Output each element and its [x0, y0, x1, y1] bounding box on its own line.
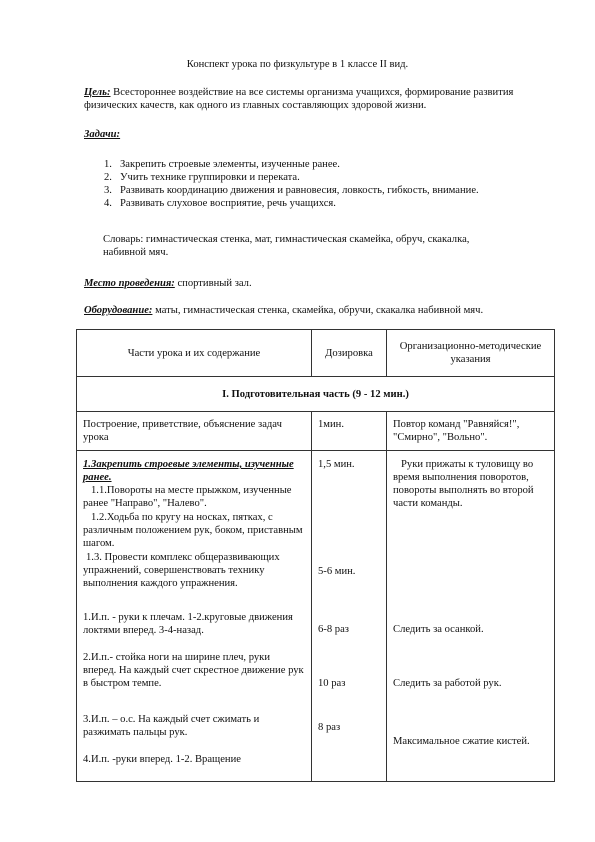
row2-note-1: Руки прижаты к туловищу во время выполнения поворотов, повороты выполнять во второй части команды.: [393, 459, 534, 509]
row2-note-4: Максимальное сжатие кистей.: [393, 736, 530, 747]
equipment-text: маты, гимнастическая стенка, скамейка, обручи, скакалка набивной мяч.: [152, 305, 484, 316]
list-item: [104, 158, 534, 171]
row2-dose-2: 5-6 мин.: [318, 566, 356, 577]
row2-content: [77, 451, 312, 782]
table-row: [77, 412, 555, 451]
table-row: [77, 451, 555, 782]
row2-dose-1: 1,5 мин.: [318, 459, 355, 470]
row2-note-2: Следить за осанкой.: [393, 624, 484, 635]
list-item-text: Закрепить строевые элементы, изученные ранее.: [120, 159, 340, 170]
goal-paragraph: [84, 86, 524, 112]
place-label: Место проведения:: [84, 278, 175, 289]
row2-para-2: 1.2.Ходьба по кругу на носках, пятках, с различным положением рук, боком, приставным шагом.: [83, 512, 303, 549]
row2-para-7: 4.И.п. -руки вперед. 1-2. Вращение: [83, 754, 241, 765]
list-item: [104, 171, 534, 184]
row1-dose: [312, 412, 387, 451]
row2-dose-3: 6-8 раз: [318, 624, 349, 635]
document-title: Конспект урока по физкультуре в 1 классе II вид.: [186, 59, 409, 70]
list-item-text: Учить технике группировки и переката.: [120, 172, 300, 183]
list-item-number: 4.: [104, 198, 112, 209]
row2-dose: [312, 451, 387, 782]
header-notes-text: Организационно-методические указания: [399, 341, 542, 365]
tasks-heading: [84, 128, 120, 141]
section-row: [77, 377, 555, 412]
header-content: Части урока и их содержание: [77, 330, 312, 377]
list-item-text: Развивать слуховое восприятие, речь учащихся.: [120, 198, 336, 209]
row2-notes: [387, 451, 555, 782]
equipment-label: Оборудование:: [84, 305, 153, 316]
table-header-row: [77, 330, 555, 377]
list-item-number: 3.: [104, 185, 112, 196]
row2-dose-4: 10 раз: [318, 678, 346, 689]
row1-notes: [387, 412, 555, 451]
row1-dose-text: 1мин.: [318, 419, 344, 430]
tasks-list: [104, 158, 534, 210]
section-title: I. Подготовительная часть (9 - 12 мин.): [77, 377, 555, 412]
equipment-paragraph: [84, 304, 554, 317]
lesson-table: [76, 329, 555, 782]
row2-para-6: 3.И.п. – о.с. На каждый счет сжимать и разжимать пальцы рук.: [83, 714, 260, 738]
header-notes: [387, 330, 555, 377]
row2-para-5: 2.И.п.- стойка ноги на ширине плеч, руки вперед. На каждый счет скрестное движение рук в быстром темпе.: [83, 652, 304, 689]
tasks-label: Задачи:: [84, 129, 121, 140]
list-item: [104, 184, 534, 197]
header-dose: Дозировка: [312, 330, 387, 377]
row1-content-text: Построение, приветствие, объяснение задач урока: [83, 419, 282, 443]
row2-para-1: 1.1.Повороты на месте прыжком, изученные ранее "Направо", "Налево".: [83, 485, 292, 509]
row2-note-3: Следить за работой рук.: [393, 678, 502, 689]
vocabulary-paragraph: Словарь: гимнастическая стенка, мат, гимнастическая скамейка, обруч, скакалка, набивной мяч.: [103, 234, 470, 258]
list-item: [104, 197, 534, 210]
list-item-number: 2.: [104, 172, 112, 183]
row2-dose-5: 8 раз: [318, 722, 341, 733]
list-item-number: 1.: [104, 159, 112, 170]
row1-content: [77, 412, 312, 451]
goal-label: Цель:: [84, 87, 111, 98]
row2-para-3: 1.3. Провести комплекс общеразвивающих упражнений, совершенствовать технику выполнения каждого упражнения.: [83, 552, 280, 589]
row2-heading: 1.Закрепить строевые элементы, изученные ранее.: [83, 459, 294, 483]
list-item-text: Развивать координацию движения и равновесия, ловкость, гибкость, внимание.: [120, 185, 479, 196]
row1-notes-text: Повтор команд "Равняйся!", "Смирно", "Вольно".: [393, 419, 520, 443]
goal-text: Всестороннее воздействие на все системы организма учащихся, формирование развития физических качеств, как одного из главных составляющих здоровой жизни.: [84, 87, 514, 111]
row2-para-4: 1.И.п. - руки к плечам. 1-2.круговые движения локтями вперед. 3-4-назад.: [83, 612, 293, 636]
place-text: спортивный зал.: [174, 278, 252, 289]
place-paragraph: [84, 277, 524, 290]
